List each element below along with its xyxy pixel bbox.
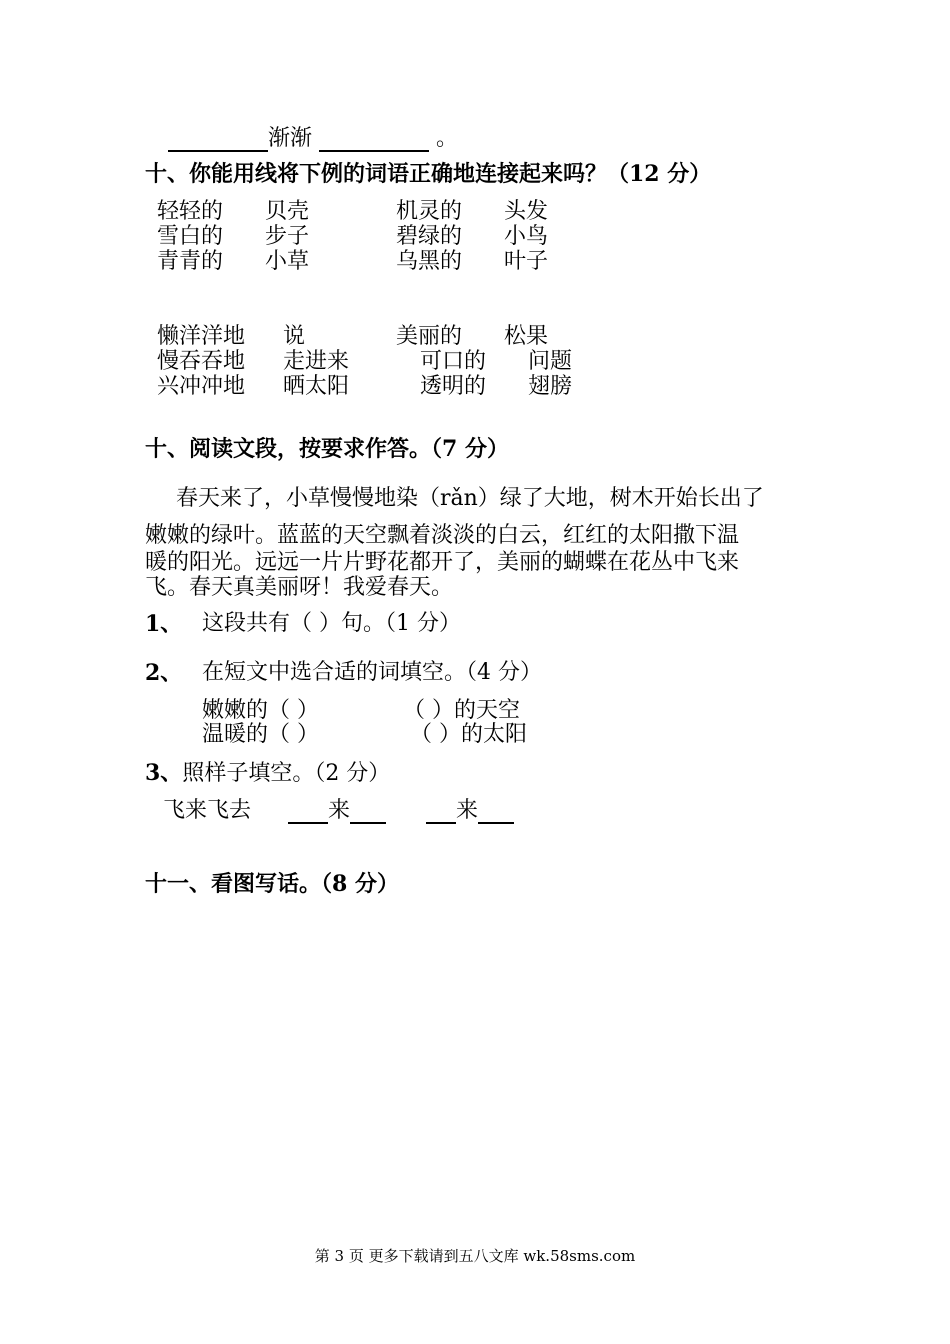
question-text: 这段共有（ ）句。（1 分）	[202, 611, 461, 636]
word: 说	[283, 324, 306, 349]
fill-item[interactable]: 嫩嫩的（ ）	[202, 698, 319, 723]
section-title-writing: 十一、看图写话。（8 分）	[145, 871, 399, 897]
word: 松果	[504, 324, 549, 349]
word: 晒太阳	[283, 374, 350, 399]
blank[interactable]	[350, 800, 386, 824]
pattern-fill-2	[426, 798, 514, 824]
pattern-fill-1	[288, 798, 386, 824]
passage-line: 飞。春天真美丽呀！我爱春天。	[145, 575, 454, 600]
word: 小草	[265, 249, 310, 274]
section-title-reading: 十、阅读文段，按要求作答。（7 分）	[145, 436, 509, 462]
word: 走进来	[283, 349, 350, 374]
word: 机灵的	[396, 199, 463, 224]
blank[interactable]	[168, 128, 268, 152]
word: 懒洋洋地	[157, 324, 246, 349]
fill-item[interactable]: 温暖的（ ）	[202, 722, 319, 747]
passage-line: 暖的阳光。远远一片片野花都开了，美丽的蝴蝶在花丛中飞来	[145, 550, 740, 575]
fill-item[interactable]: （ ）的太阳	[410, 722, 527, 747]
question-3	[145, 760, 390, 787]
word: 雪白的	[157, 224, 224, 249]
example-word: 飞来飞去	[163, 798, 252, 823]
passage-line: 嫩嫩的绿叶。蓝蓝的天空飘着淡淡的白云，红红的太阳撒下温	[145, 523, 740, 548]
fill-item[interactable]: （ ）的天空	[403, 698, 520, 723]
page-footer: 第 3 页 更多下载请到五八文库 wk.58sms.com	[314, 1247, 636, 1265]
word: 乌黑的	[396, 249, 463, 274]
question-number: 3、	[145, 760, 183, 786]
blank[interactable]	[426, 800, 456, 824]
word: 叶子	[504, 249, 549, 274]
word: 小鸟	[504, 224, 549, 249]
blank[interactable]	[478, 800, 514, 824]
word: 美丽的	[396, 324, 463, 349]
fill-line	[168, 126, 458, 152]
word: 翅膀	[528, 374, 573, 399]
word: 头发	[504, 199, 549, 224]
question-text: 在短文中选合适的词填空。（4 分）	[202, 660, 542, 685]
pattern-char: 来	[328, 798, 351, 823]
fill-line-mid: 渐渐	[268, 126, 313, 151]
word: 兴冲冲地	[157, 374, 246, 399]
word: 青青的	[157, 249, 224, 274]
question-text: 照样子填空。（2 分）	[182, 761, 391, 786]
pattern-char: 来	[456, 798, 479, 823]
question-number: 2、	[145, 660, 183, 686]
blank[interactable]	[319, 128, 429, 152]
passage-line: 春天来了，小草慢慢地染（rǎn）绿了大地，树木开始长出了	[176, 486, 764, 511]
word: 可口的	[420, 349, 487, 374]
question-number: 1、	[145, 611, 183, 637]
word: 碧绿的	[396, 224, 463, 249]
word: 问题	[528, 349, 573, 374]
fill-line-end: 。	[436, 126, 459, 151]
word: 透明的	[420, 374, 487, 399]
word: 贝壳	[265, 199, 310, 224]
word: 慢吞吞地	[157, 349, 246, 374]
blank[interactable]	[288, 800, 328, 824]
word: 步子	[265, 224, 310, 249]
section-title-connect: 十、你能用线将下例的词语正确地连接起来吗？（12 分）	[145, 161, 712, 187]
word: 轻轻的	[157, 199, 224, 224]
